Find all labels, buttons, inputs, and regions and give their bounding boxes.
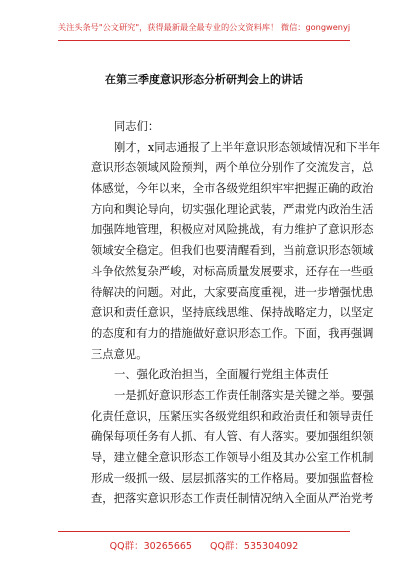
section-heading: 一、强化政治担当，全面履行党组主体责任 (114, 368, 329, 382)
document-body (91, 117, 381, 510)
document-title: 在第三季度意识形态分析研判会上的讲话 (105, 73, 303, 86)
footer-banner (0, 538, 408, 552)
header-banner: 关注头条号"公文研究"，获得最新最全最专业的公文资料库！ 微信：gongwenyj (57, 22, 351, 32)
paragraph-line: 的态度和有力的措施做好意识形态工作。下面，我再强调 (91, 326, 374, 340)
paragraph-line: 查，把落实意识形态工作责任制情况纳入全面从严治党考 (91, 492, 374, 506)
paragraph-line: 化责任意识，压紧压实各级党组织和政治责任和领导责任 (91, 409, 374, 423)
footer-qq-group-1: QQ群：30265665 (109, 541, 192, 552)
paragraph-line: 领域安全稳定。但我们也要清醒看到，当前意识形态领域 (91, 244, 374, 258)
footer-divider (58, 531, 350, 532)
paragraph-line: 加强阵地管理，积极应对风险挑战，有力维护了意识形态 (91, 223, 374, 237)
header-divider (58, 40, 350, 41)
paragraph-line: 一是抓好意识形态工作责任制落实是关键之举。要强 (114, 388, 374, 402)
paragraph-line: 待解决的问题。对此，大家要高度重视，进一步增强忧患 (91, 285, 374, 299)
paragraph-line: 体感觉，今年以来，全市各级党组织牢牢把握正确的政治 (91, 182, 374, 196)
paragraph-line: 方向和舆论导向，切实强化理论武装，严肃党内政治生活 (91, 202, 374, 216)
paragraph-line: 刚才，x同志通报了上半年意识形态领域情况和下半年 (114, 140, 381, 154)
paragraph-line: 意识形态领域风险预判，两个单位分别作了交流发言，总 (91, 161, 374, 175)
paragraph-line: 导，建立健全意识形态工作领导小组及其办公室工作机制 (91, 451, 374, 464)
salutation: 同志们： (114, 120, 160, 133)
paragraph-line: 斗争依然复杂严峻，对标高质量发展要求，还存在一些亟 (91, 264, 374, 278)
paragraph-line: 意识和责任意识，坚持底线思维、保持战略定力，以坚定 (91, 306, 374, 320)
paragraph-line: 确保每项任务有人抓、有人管、有人落实。要加强组织领 (91, 430, 374, 444)
paragraph-line: 三点意见。 (91, 347, 148, 361)
paragraph-line: 形成一级抓一级、层层抓落实的工作格局。要加强监督检 (91, 471, 374, 485)
footer-qq-group-2: QQ群：535304092 (209, 541, 299, 552)
